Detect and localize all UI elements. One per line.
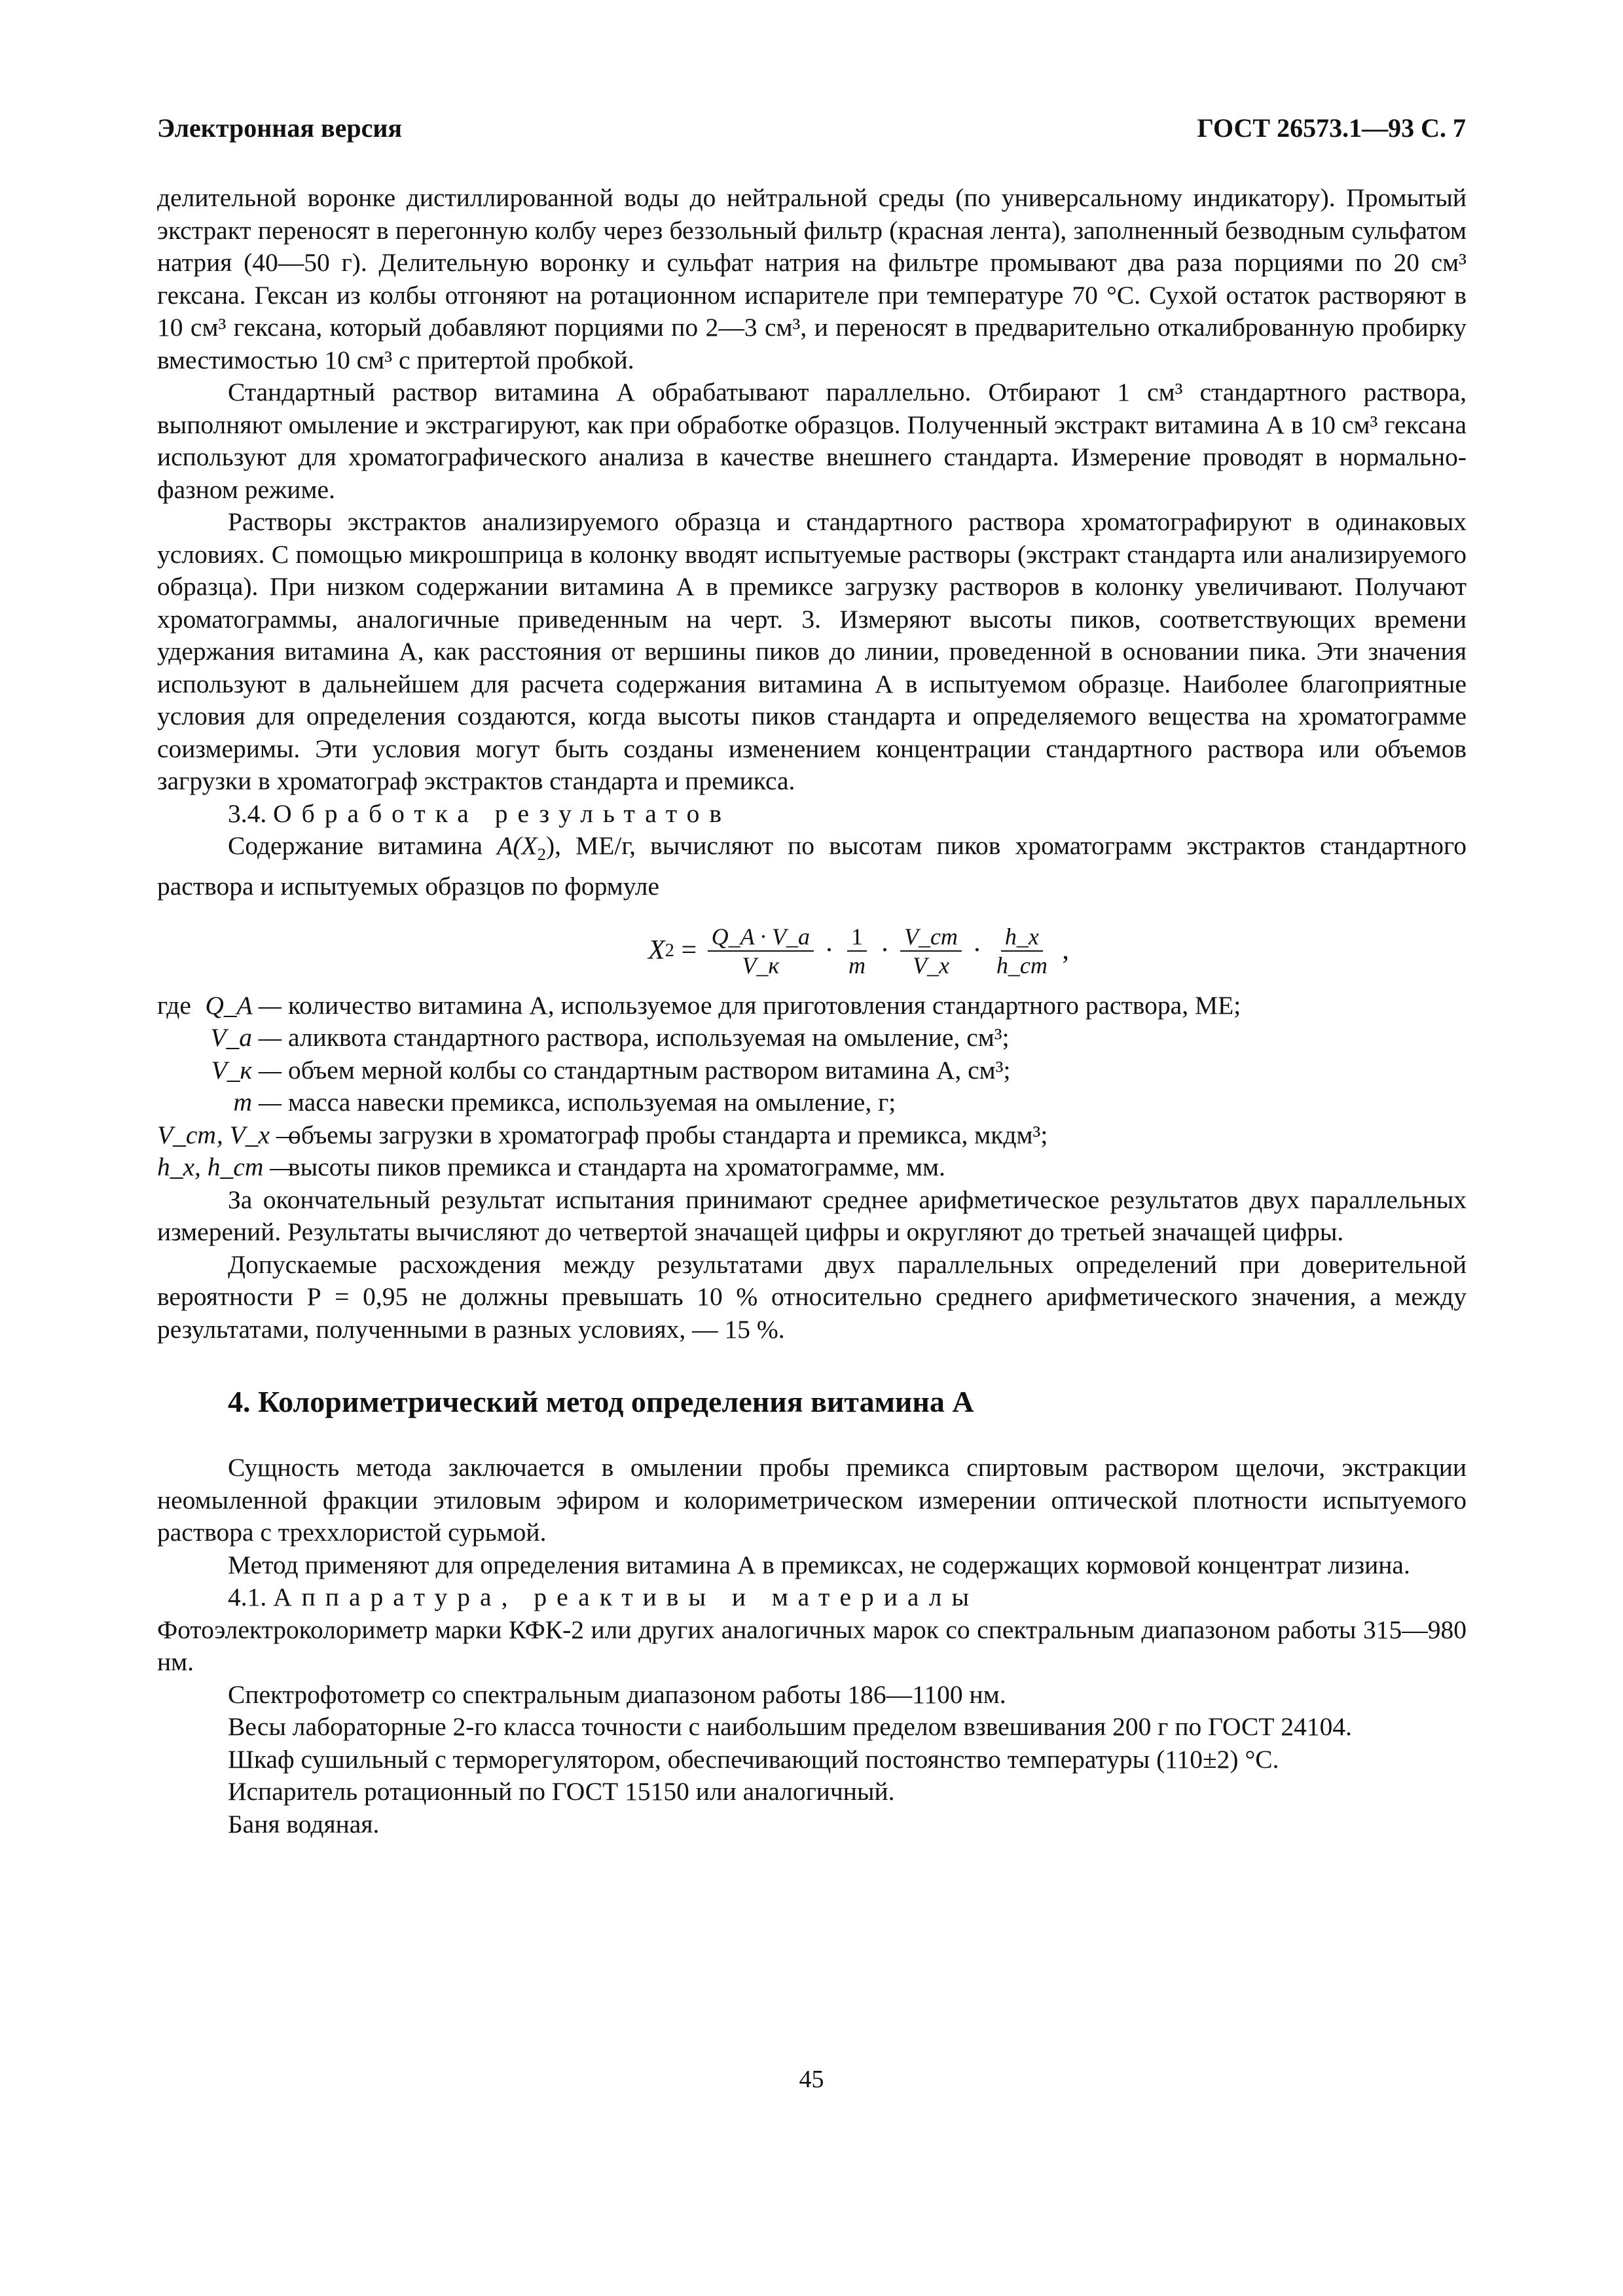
paragraph: Допускаемые расхождения между результатами двух параллельных определений при доверительной вероятности Р = 0,95 не должны превышать 10 % относительно среднего арифметического значения, а между результатами, полученными в разных условиях, — 15 %. [157, 1249, 1467, 1344]
subsection-number: 3.4. [228, 798, 267, 828]
paragraph: Испаритель ротационный по ГОСТ 15150 или аналогичный. [228, 1777, 895, 1806]
paragraph: Баня водяная. [228, 1809, 380, 1839]
definition-row: где Q_A — количество витамина А, используемое для приготовления стандартного раствора, МЕ; [157, 990, 1241, 1020]
subsection-heading [157, 1581, 1467, 1614]
paragraph: За окончательный результат испытания принимают среднее арифметическое результатов двух параллельных измерений. Результаты вычисляют до четвертой значащей цифры и округляют до третьей значащей цифры. [157, 1185, 1467, 1247]
subsection-number: 4.1. [228, 1583, 267, 1612]
paragraph: Фотоэлектроколориметр марки КФК-2 или других аналогичных марок со спектральным диапазоном работы 315—980 нм. [157, 1615, 1467, 1677]
definition-row: m — масса навески премикса, используемая на омыление, г; [233, 1088, 896, 1117]
paragraph: Метод применяют для определения витамина А в премиксах, не содержащих кормовой концентрат лизина. [228, 1550, 1410, 1579]
definition-row: V_к — объем мерной колбы со стандартным раствором витамина А, см³; [211, 1055, 1011, 1085]
paragraph: Стандартный раствор витамина А обрабатывают параллельно. Отбирают 1 см³ стандартного раствора, выполняют омыление и экстрагируют, как при обработке образцов. Полученный экстракт витамина А в 10 см³ гексана используют для хроматографического анализа в качестве внешнего стандарта. Измерение проводят в нормально-фазном режиме. [157, 378, 1467, 504]
paragraph: Сущность метода заключается в омылении пробы премикса спиртовым раствором щелочи, экстракции неомыленной фракции этиловым эфиром и колориметрическом измерении оптической плотности испытуемого раствора с треххлористой сурьмой. [157, 1453, 1467, 1547]
paragraph: Шкаф сушильный с терморегулятором, обеспечивающий постоянство температуры (110±2) °С. [228, 1744, 1279, 1774]
fraction: $\frac{h\_х}{h\_ст}$ [996, 923, 1048, 978]
formula-expression: X 2 = $\frac{Q\_A \cdot V\_a}{V\_к}$ · $\frac{1}{m}$ · $\frac{V\_ст}{V\_х}$ · $\frac{h\_х}{h\_ст}$ , [648, 923, 1069, 978]
subsection-title: Обработка результатов [273, 798, 731, 828]
fraction: $\frac{Q\_A \cdot V\_a}{V\_к}$ [708, 923, 814, 979]
formula-definitions [157, 990, 1467, 1184]
definition-row: V_a — аликвота стандартного раствора, используемая на омыление, см³; [210, 1023, 1010, 1052]
paragraph: Растворы экстрактов анализируемого образца и стандартного раствора хроматографируют в одинаковых условиях. С помощью микрошприца в колонку вводят испытуемые растворы (экстракт стандарта или анализируемого образца). При низком содержании витамина А в премиксе загрузку растворов в колонку увеличивают. Получают хроматограммы, аналогичные приведенным на черт. 3. Измеряют высоты пиков, соответствующих времени удержания витамина А, как расстояния от вершины пиков до линии, проведенной в основании пика. Эти значения используют в дальнейшем для расчета содержания витамина А в испытуемом образце. Наиболее благоприятные условия для определения создаются, когда высоты пиков стандарта и определяемого вещества на хроматограмме соизмеримы. Эти условия могут быть созданы изменением концентрации стандартного раствора или объемов загрузки в хроматограф экстрактов стандарта и премикса. [157, 507, 1467, 795]
paragraph: Весы лабораторные 2-го класса точности с наибольшим пределом взвешивания 200 г по ГОСТ 24104. [228, 1712, 1352, 1742]
page-number: 45 [799, 2066, 824, 2093]
paragraph: делительной воронке дистиллированной воды до нейтральной среды (по универсальному индикатору). Промытый экстракт переносят в перегонную колбу через беззольный фильтр (красная лента), заполненный безводным сульфатом натрия (40—50 г). Делительную воронку и сульфат натрия на фильтре промывают два раза порциями по 20 см³ гексана. Гексан из колбы отгоняют на ротационном испарителе при температуре 70 °С. Сухой остаток растворяют в 10 см³ гексана, который добавляют порциями по 2—3 см³, и переносят в предварительно откалиброванную пробирку вместимостью 10 см³ с притертой пробкой. [157, 183, 1467, 374]
subsection-title: Аппаратура, реактивы и материалы [273, 1583, 979, 1612]
header-version: Электронная версия [157, 113, 403, 143]
section-title: 4. Колориметрический метод определения витамина А [228, 1385, 974, 1419]
definition-row: h_х, h_ст — высоты пиков премикса и стандарта на хроматограмме, мм. [157, 1153, 945, 1182]
document-body [157, 182, 1467, 1840]
subsection-heading [157, 798, 1467, 831]
formula [157, 907, 1467, 988]
paragraph: Содержание витамина $A(X_2)$, МЕ/г, вычисляют по высотам пиков хроматограмм экстрактов стандартного раствора и испытуемых образцов по формуле [157, 831, 1467, 901]
definition-row: V_ст, V_х — объемы загрузки в хроматограф пробы стандарта и премикса, мкдм³; [157, 1120, 1048, 1149]
fraction: $\frac{V\_ст}{V\_х}$ [900, 923, 962, 979]
header-standard: ГОСТ 26573.1—93 С. 7 [1197, 113, 1466, 143]
fraction: $\frac{1}{m}$ [848, 923, 866, 978]
paragraph: Спектрофотометр со спектральным диапазоном работы 186—1100 нм. [228, 1679, 1006, 1709]
